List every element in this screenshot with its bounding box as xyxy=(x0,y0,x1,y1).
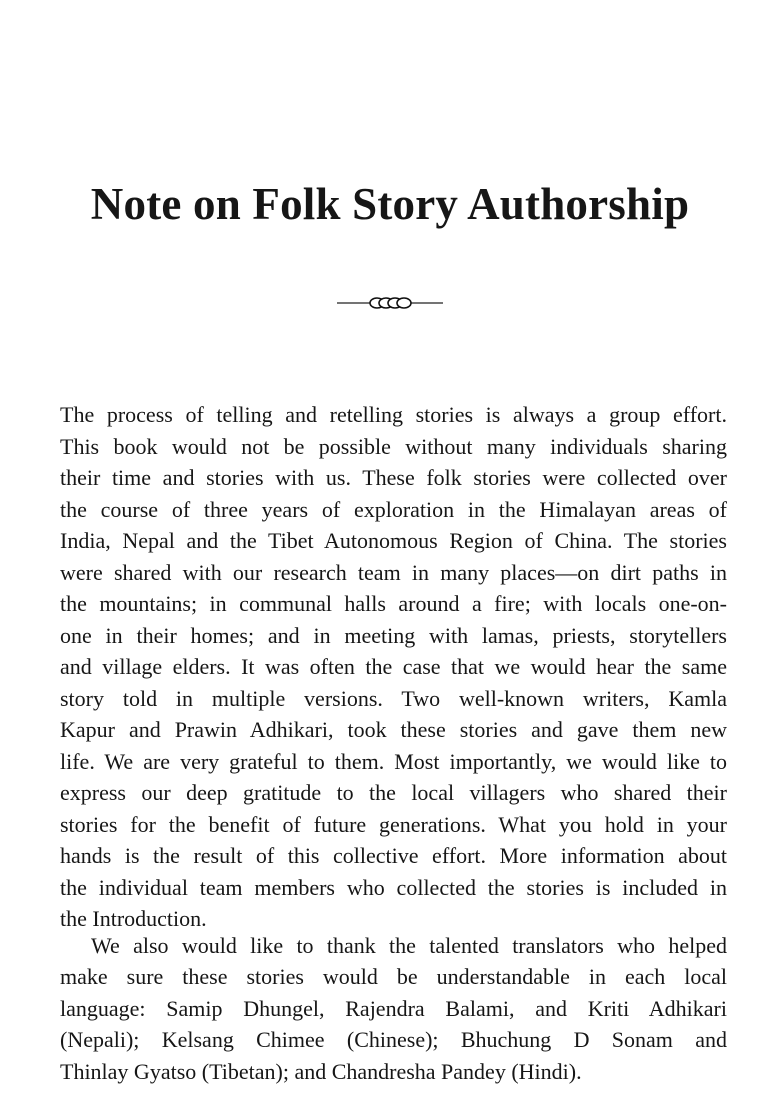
text-line: story told in multiple versions. Two well-known writers, Kamla xyxy=(60,685,727,711)
text-line: the Introduction. xyxy=(60,906,207,931)
text-line: the mountains; in communal halls around a fire; with locals one-on- xyxy=(60,591,727,616)
text-line: hands is the result of this collective effort. More information about xyxy=(60,843,727,868)
paragraph xyxy=(60,930,727,1088)
text-line: Thinlay Gyatso (Tibetan); and Chandresha Pandey (Hindi). xyxy=(60,1058,582,1084)
text-line: their time and stories with us. These folk stories were collected over xyxy=(60,465,727,490)
text-line: the individual team members who collected the stories is included in xyxy=(60,874,727,900)
text-line: life. We are very grateful to them. Most importantly, we would like to xyxy=(60,748,727,774)
page-title: Note on Folk Story Authorship xyxy=(90,179,690,229)
text-line: one in their homes; and in meeting with lamas, priests, storytellers xyxy=(60,622,727,648)
text-line: (Nepali); Kelsang Chimee (Chinese); Bhuchung D Sonam and xyxy=(60,1027,727,1052)
text-line: The process of telling and retelling stories is always a group effort. xyxy=(60,402,727,427)
text-line: language: Samip Dhungel, Rajendra Balami, and Kriti Adhikari xyxy=(60,995,727,1021)
body-text xyxy=(60,399,727,1087)
text-line: India, Nepal and the Tibet Autonomous Region of China. The stories xyxy=(60,528,727,553)
text-line: Kapur and Prawin Adhikari, took these stories and gave them new xyxy=(60,717,727,742)
paragraph xyxy=(60,399,727,935)
text-line: the course of three years of exploration in the Himalayan areas of xyxy=(60,496,727,522)
text-line: We also would like to thank the talented translators who helped xyxy=(91,932,727,958)
text-line: make sure these stories would be understandable in each local xyxy=(60,964,727,989)
text-line: and village elders. It was often the case that we would hear the same xyxy=(60,654,727,679)
text-line: express our deep gratitude to the local villagers who shared their xyxy=(60,780,727,805)
text-line: This book would not be possible without many individuals sharing xyxy=(60,433,727,459)
rope-knot-ornament-icon xyxy=(335,293,445,313)
text-line: stories for the benefit of future generations. What you hold in your xyxy=(60,811,727,837)
text-line: were shared with our research team in many places—on dirt paths in xyxy=(60,559,727,585)
